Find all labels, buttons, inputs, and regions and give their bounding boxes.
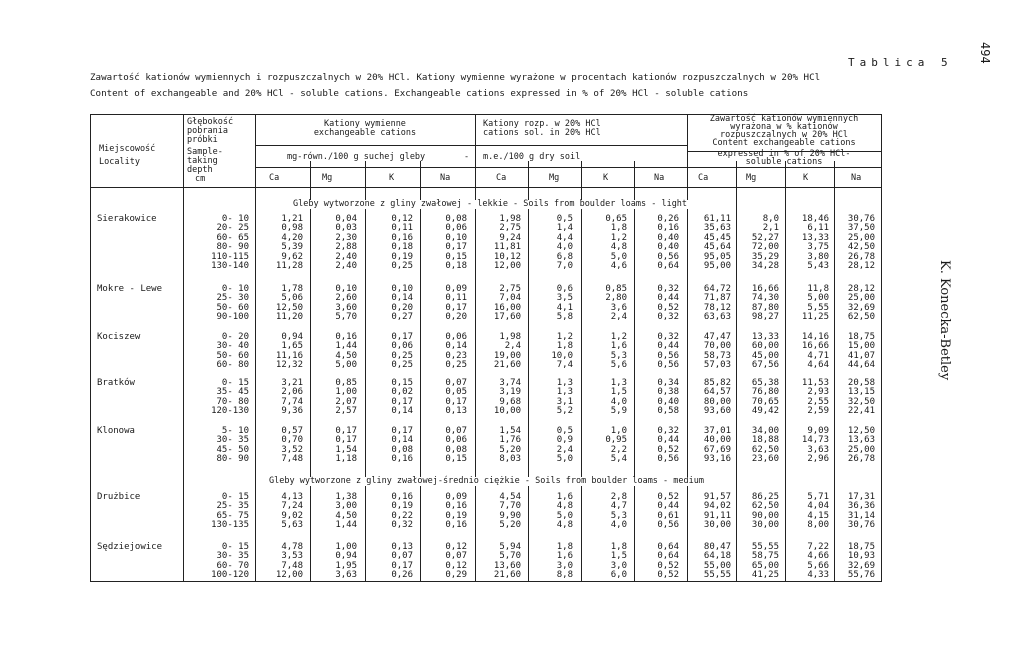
depth-values: 0- 15 30- 35 60- 70 100-120 [211,542,249,581]
depth-values: 0- 10 25- 30 50- 60 90-100 [216,284,249,323]
depth-header-en-3: depth [187,165,213,175]
values-pct-k: 11,8 5,00 5,55 11,25 [801,284,829,323]
caption-polish: Zawartość kationów wymiennych i rozpuszczalnych w 20% HCl. Kationy wymienne wyrażone w procentach kationów rozpuszczalnych w 20% HCl [90,72,821,83]
values-sol-ca: 2,75 7,04 16,00 17,60 [493,284,521,323]
depth-values: 0- 20 30- 40 50- 60 60- 80 [216,332,249,371]
values-exch-na: 0,06 0,14 0,23 0,25 [445,332,467,371]
values-exch-mg: 1,38 3,00 4,50 1,44 [335,492,357,531]
units-header-en: m.e./100 g dry soil [483,152,581,162]
section-title-medium: Gleby wytworzone z gliny zwałowej-średnio ciężkie - Soils from boulder loams - medium [269,476,704,486]
values-exch-k: 0,17 0,14 0,08 0,16 [391,426,413,465]
col-mg-pct: Mg [746,173,757,183]
values-pct-ca: 47,47 70,00 58,73 57,03 [703,332,731,371]
depth-values: 0- 15 35- 45 70- 80 120-130 [211,378,249,417]
values-sol-mg: 1,3 1,3 3,1 5,2 [556,378,573,417]
locality-name: Mokre - Lewe [97,284,163,294]
values-pct-na: 18,75 15,00 41,07 44,64 [847,332,875,371]
values-sol-mg: 1,8 1,6 3,0 8,8 [556,542,573,581]
depth-header-en-4: cm [195,174,206,184]
values-exch-na: 0,09 0,11 0,17 0,20 [445,284,467,323]
exchangeable-header-pl: Kationy wymienne [324,119,406,129]
locality-name: Bratków [97,378,135,388]
values-sol-mg: 1,2 1,8 10,0 7,4 [551,332,573,371]
locality-name: Kociszew [97,332,141,342]
values-sol-na: 0,34 0,38 0,40 0,58 [657,378,679,417]
values-exch-mg: 0,04 0,03 2,30 2,88 2,40 2,40 [335,214,357,272]
locality-name: Klonowa [97,426,135,436]
percent-header-4: Content exchangeable cations [712,138,856,148]
col-na-pct: Na [851,173,862,183]
values-pct-k: 18,46 6,11 13,33 3,75 3,80 5,43 [801,214,829,272]
depth-header-pl-2: pobrania [187,126,228,136]
values-exch-na: 0,09 0,16 0,19 0,16 [445,492,467,531]
depth-header-pl-3: próbki [187,135,218,145]
values-pct-ca: 85,82 64,57 80,00 93,60 [703,378,731,417]
values-exch-ca: 1,21 0,98 4,20 5,39 9,62 11,28 [275,214,303,272]
section-title-light: Gleby wytworzone z gliny zwałowej - lekkie - Soils from boulder loams - light [293,199,688,209]
values-sol-ca: 1,54 1,76 5,20 8,03 [499,426,521,465]
values-pct-na: 20,58 13,15 32,50 22,41 [847,378,875,417]
values-pct-mg: 8,0 2,1 52,27 72,00 35,29 34,28 [751,214,779,272]
percent-header-5: expressed in % of 20% HCl- [717,149,851,159]
values-pct-k: 5,71 4,04 4,15 8,00 [807,492,829,531]
values-pct-na: 28,12 25,00 32,69 62,50 [847,284,875,323]
percent-header-6: soluble cations [745,157,823,167]
values-pct-ca: 80,47 64,18 55,00 55,55 [703,542,731,581]
values-pct-mg: 86,25 62,50 90,00 30,00 [751,492,779,531]
values-pct-mg: 16,66 74,30 87,80 98,27 [751,284,779,323]
values-sol-mg: 1,6 4,8 5,0 4,8 [556,492,573,531]
values-sol-ca: 4,54 7,70 9,90 5,20 [499,492,521,531]
values-sol-ca: 1,98 2,75 9,24 11,81 10,12 12,00 [493,214,521,272]
col-mg-sol: Mg [549,173,560,183]
soluble-header-en: cations sol. in 20% HCl [483,128,601,138]
values-exch-ca: 0,57 0,70 3,52 7,48 [281,426,303,465]
values-exch-ca: 1,78 5,06 12,50 11,20 [275,284,303,323]
col-ca-pct: Ca [698,173,709,183]
soluble-header-pl: Kationy rozp. w 20% HCl [483,119,601,129]
values-exch-na: 0,07 0,06 0,08 0,15 [445,426,467,465]
caption-english: Content of exchangeable and 20% HCl - soluble cations. Exchangeable cations expressed in % of 20% HCl - soluble cations [90,88,749,99]
values-exch-mg: 0,16 1,44 4,50 5,00 [335,332,357,371]
locality-header-pl: Miejscowość [99,144,156,154]
values-exch-ca: 0,94 1,65 11,16 12,32 [275,332,303,371]
values-sol-k: 1,3 1,5 4,0 5,9 [610,378,627,417]
values-pct-na: 30,76 37,50 25,00 42,50 26,78 28,12 [847,214,875,272]
depth-values: 5- 10 30- 35 45- 50 80- 90 [216,426,249,465]
values-pct-mg: 55,55 58,75 65,00 41,25 [751,542,779,581]
values-sol-k: 0,85 2,80 3,6 2,4 [605,284,627,323]
values-exch-na: 0,12 0,07 0,12 0,29 [445,542,467,581]
values-pct-mg: 34,00 18,88 62,50 23,60 [751,426,779,465]
values-exch-mg: 1,00 0,94 1,95 3,63 [335,542,357,581]
values-exch-ca: 3,21 2,06 7,74 9,36 [281,378,303,417]
values-pct-k: 11,53 2,93 2,55 2,59 [801,378,829,417]
values-sol-k: 1,0 0,95 2,2 5,4 [605,426,627,465]
locality-header-en: Locality [99,157,140,167]
depth-values: 0- 15 25- 35 65- 75 130-135 [211,492,249,531]
values-sol-ca: 1,98 2,4 19,00 21,60 [493,332,521,371]
depth-values: 0- 10 20- 25 60- 65 80- 90 110-115 130-140 [211,214,249,272]
values-exch-ca: 4,78 3,53 7,48 12,00 [275,542,303,581]
values-pct-ca: 37,01 40,00 67,69 93,16 [703,426,731,465]
values-exch-k: 0,10 0,14 0,20 0,27 [391,284,413,323]
values-exch-na: 0,08 0,06 0,10 0,17 0,15 0,18 [445,214,467,272]
col-na-sol: Na [654,173,665,183]
values-sol-na: 0,52 0,44 0,61 0,56 [657,492,679,531]
units-header-dash: - [464,152,470,162]
values-exch-k: 0,15 0,02 0,17 0,14 [391,378,413,417]
values-exch-k: 0,13 0,07 0,17 0,26 [391,542,413,581]
values-exch-k: 0,17 0,06 0,25 0,25 [391,332,413,371]
values-pct-ca: 61,11 35,63 45,45 45,64 95,05 95,00 [703,214,731,272]
locality-name: Sierakowice [97,214,157,224]
values-sol-ca: 3,74 3,19 9,68 10,00 [493,378,521,417]
values-pct-ca: 91,57 94,02 91,11 30,00 [703,492,731,531]
values-sol-ca: 5,94 5,70 13,60 21,60 [493,542,521,581]
values-pct-k: 7,22 4,66 5,66 4,33 [807,542,829,581]
values-exch-k: 0,16 0,19 0,22 0,32 [391,492,413,531]
values-pct-na: 12,50 13,63 25,00 26,78 [847,426,875,465]
col-k-exch: K [389,173,395,183]
values-pct-na: 17,31 36,36 31,14 30,76 [847,492,875,531]
values-pct-k: 14,16 16,66 4,71 4,64 [801,332,829,371]
values-sol-na: 0,26 0,16 0,40 0,40 0,56 0,64 [657,214,679,272]
values-sol-k: 0,65 1,8 1,2 4,8 5,0 4,6 [605,214,627,272]
data-table [90,114,882,582]
values-exch-ca: 4,13 7,24 9,02 5,63 [281,492,303,531]
values-pct-mg: 13,33 60,00 45,00 67,56 [751,332,779,371]
values-pct-na: 18,75 10,93 32,69 55,76 [847,542,875,581]
values-pct-ca: 64,72 71,87 78,12 63,63 [703,284,731,323]
percent-header-3: rozpuszczalnych w 20% HCl [720,130,848,140]
values-sol-k: 2,8 4,7 5,3 4,0 [610,492,627,531]
col-k-sol: K [603,173,609,183]
values-sol-na: 0,32 0,44 0,52 0,56 [657,426,679,465]
values-exch-mg: 0,17 0,17 1,54 1,18 [335,426,357,465]
values-pct-k: 9,09 14,73 3,63 2,96 [801,426,829,465]
values-sol-mg: 0,5 0,9 2,4 5,0 [556,426,573,465]
col-na-exch: Na [440,173,451,183]
values-exch-mg: 0,85 1,00 2,07 2,57 [335,378,357,417]
depth-header-en-1: Sample- [187,147,223,157]
col-k-pct: K [803,173,809,183]
col-ca-exch: Ca [269,173,280,183]
values-sol-k: 1,2 1,6 5,3 5,6 [610,332,627,371]
col-ca-sol: Ca [496,173,507,183]
units-header-pl: mg-równ./100 g suchej gleby [287,152,426,162]
values-exch-mg: 0,10 2,60 3,60 5,70 [335,284,357,323]
table-label: Tablica 5 [848,56,953,69]
depth-header-en-2: taking [187,156,218,166]
locality-name: Drużbice [97,492,141,502]
values-pct-mg: 65,38 76,80 70,65 49,42 [751,378,779,417]
values-sol-mg: 0,5 1,4 4,4 4,0 6,8 7,0 [556,214,573,272]
values-sol-k: 1,8 1,5 3,0 6,0 [610,542,627,581]
values-sol-na: 0,32 0,44 0,52 0,32 [657,284,679,323]
percent-header-1: Zawartość kationów wymiennych [709,114,859,124]
page-number: 494 [978,42,992,64]
values-exch-na: 0,07 0,05 0,17 0,13 [445,378,467,417]
depth-header-pl-1: Głębokość [187,117,234,127]
running-author: K. Konecka-Betley [937,260,952,381]
locality-name: Sędziejowice [97,542,163,552]
values-sol-na: 0,64 0,64 0,52 0,52 [657,542,679,581]
values-sol-mg: 0,6 3,5 4,1 5,8 [556,284,573,323]
percent-header-2: wyrażona w % kationów [730,122,838,132]
values-exch-k: 0,12 0,11 0,16 0,18 0,19 0,25 [391,214,413,272]
values-sol-na: 0,32 0,44 0,56 0,56 [657,332,679,371]
col-mg-exch: Mg [322,173,333,183]
exchangeable-header-en: exchangeable cations [313,128,417,138]
